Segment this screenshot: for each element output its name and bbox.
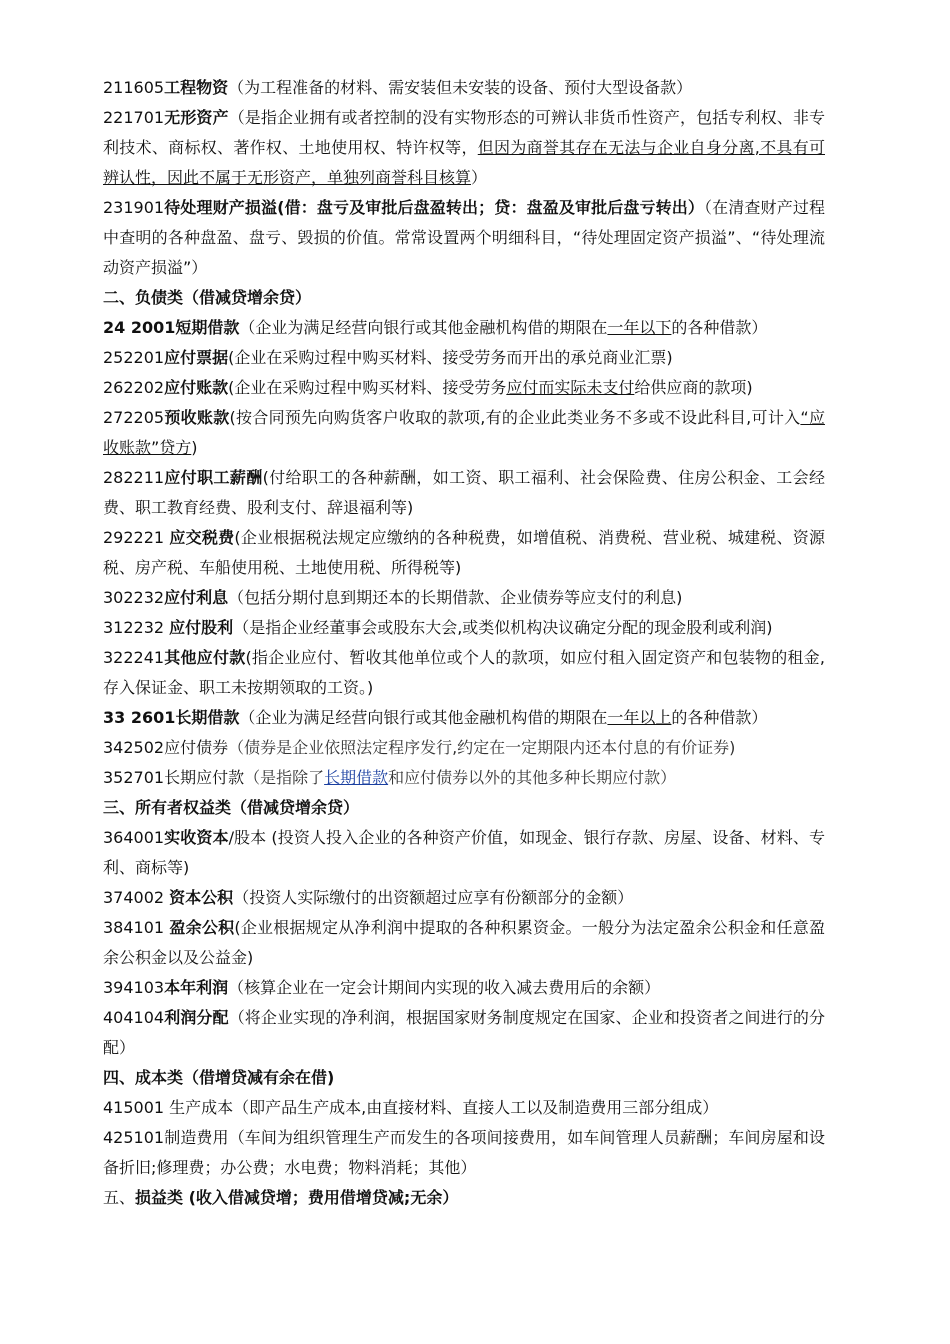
- account-description: (按合同预先向购货客户收取的款项,有的企业此类业务不多或不设此科目,可计入: [229, 408, 801, 427]
- account-name: 长期应付款: [164, 768, 245, 787]
- account-name: 工程物资: [164, 78, 229, 97]
- entry-2211: [103, 463, 825, 523]
- underlined-note: “应收账款”贷方: [103, 408, 825, 457]
- account-number: 211605: [103, 78, 165, 97]
- entry-2502: [103, 733, 825, 763]
- section-title: 损益类: [135, 1188, 184, 1207]
- underlined-note: 一年以上: [607, 708, 672, 727]
- account-description: （投资人实际缴付的出资额超过应享有份额部分的金额）: [233, 888, 634, 907]
- section-heading-liabilities: [103, 283, 825, 313]
- account-number: 221701: [103, 108, 165, 127]
- section-heading-cost: [103, 1063, 825, 1093]
- account-description: (企业在采购过程中购买材料、接受劳务而开出的承兑商业汇票): [228, 348, 673, 367]
- account-number: 302232: [103, 588, 165, 607]
- account-number: 282211: [103, 468, 165, 487]
- account-name: 长期借款: [175, 708, 240, 727]
- entry-4104: [103, 1003, 825, 1063]
- account-number: 272205: [103, 408, 165, 427]
- account-description-end: 给供应商的款项): [634, 378, 753, 397]
- entry-2601: [103, 703, 825, 733]
- account-number: 262202: [103, 378, 165, 397]
- account-name: 利润分配: [164, 1008, 229, 1027]
- account-description: （在清查财产过程中查明的各种盘盈、盘亏、毁损的价值。常常设置两个明细科目，“待处理固定资产损溢”、“待处理流动资产损溢”）: [103, 198, 825, 277]
- account-description-end: 的各种借款）: [671, 318, 768, 337]
- account-description: （是指企业拥有或者控制的没有实物形态的可辨认非货币性资产，包括专利权、非专利技术、商标权、著作权、土地使用权、特许权等，: [103, 108, 825, 157]
- section-heading-profit-loss: [103, 1183, 825, 1213]
- account-name: 应交税费: [169, 528, 235, 547]
- section-prefix: 五、: [103, 1188, 136, 1207]
- account-name: 其他应付款: [164, 648, 246, 667]
- account-number: 322241: [103, 648, 165, 667]
- account-description: （车间为组织管理生产而发生的各项间接费用，如车间管理人员薪酬；车间房屋和设备折旧;修理费；办公费；水电费；物料消耗；其他）: [103, 1128, 825, 1177]
- entry-2701: [103, 763, 825, 793]
- account-description: (企业根据规定从净利润中提取的各种积累资金。一般分为法定盈余公积金和任意盈余公积金以及公益金): [103, 918, 825, 967]
- section-rule: (收入借减贷增；费用借增贷减;无余）: [183, 1188, 459, 1207]
- account-description: （包括分期付息到期还本的长期借款、企业债券等应支付的利息): [228, 588, 683, 607]
- account-number: 374002: [103, 888, 170, 907]
- account-name-alt: /股本: [228, 828, 267, 847]
- account-description-end: 的各种借款）: [671, 708, 768, 727]
- section-heading-equity: [103, 793, 825, 823]
- entry-2232-interest: [103, 583, 825, 613]
- section-title: 二、负债类: [103, 288, 184, 307]
- account-name: 应付利息: [164, 588, 229, 607]
- account-name: 应付股利: [169, 618, 234, 637]
- account-name: 应付债券: [164, 738, 229, 757]
- entry-4103: [103, 973, 825, 1003]
- entry-2221: [103, 523, 825, 583]
- account-number: 252201: [103, 348, 165, 367]
- entry-221701: [103, 103, 825, 193]
- underlined-note: 一年以下: [607, 318, 672, 337]
- account-description: (企业在采购过程中购买材料、接受劳务: [228, 378, 507, 397]
- entry-2001: [103, 313, 825, 343]
- account-description: （是指企业经董事会或股东大会,或类似机构决议确定分配的现金股利或利润): [233, 618, 773, 637]
- debit-credit-rule: (借：盘亏及审批后盘盈转出；贷：盘盈及审批后盘亏转出）: [277, 198, 705, 217]
- entry-2241: [103, 643, 825, 703]
- entry-4002: [103, 883, 825, 913]
- account-number: 231901: [103, 198, 165, 217]
- account-number: 342502: [103, 738, 165, 757]
- section-title: 四、成本类: [103, 1068, 184, 1087]
- document-body: [103, 73, 825, 1213]
- account-description: (指企业应付、暂收其他单位或个人的款项，如应付租入固定资产和包装物的租金,存入保证金、职工未按期领取的工资。): [103, 648, 825, 697]
- entry-5101: [103, 1123, 825, 1183]
- account-description: （核算企业在一定会计期间内实现的收入减去费用后的余额）: [228, 978, 661, 997]
- account-name: 实收资本: [164, 828, 229, 847]
- account-description: （企业为满足经营向银行或其他金融机构借的期限在: [239, 318, 608, 337]
- account-number: 24 2001: [103, 318, 176, 337]
- entry-5001: [103, 1093, 825, 1123]
- account-number: 33 2601: [103, 708, 176, 727]
- account-description: (付给职工的各种薪酬，如工资、职工福利、社会保险费、住房公积金、工会经费、职工教育经费、股利支付、辞退福利等): [103, 468, 825, 517]
- account-description: (企业根据税法规定应缴纳的各种税费，如增值税、消费税、营业税、城建税、资源税、房产税、车船使用税、土地使用税、所得税等): [103, 528, 825, 577]
- account-number: 404104: [103, 1008, 165, 1027]
- account-number: 364001: [103, 828, 165, 847]
- account-description: （即产品生产成本,由直接材料、直接人工以及制造费用三部分组成）: [233, 1098, 719, 1117]
- account-description: （将企业实现的净利润，根据国家财务制度规定在国家、企业和投资者之间进行的分配）: [103, 1008, 825, 1057]
- entry-231901: [103, 193, 825, 283]
- account-number: 415001: [103, 1098, 165, 1117]
- account-name: 应付职工薪酬: [164, 468, 263, 487]
- account-name: 应付账款: [164, 378, 229, 397]
- account-name: 生产成本: [164, 1098, 234, 1117]
- account-description: (投资人投入企业的各种资产价值，如现金、银行存款、房屋、设备、材料、专利、商标等): [103, 828, 825, 877]
- section-rule: （借减贷增余贷）: [231, 798, 360, 817]
- account-number: 425101: [103, 1128, 165, 1147]
- entry-2202: [103, 373, 825, 403]
- account-name: 应付票据: [164, 348, 229, 367]
- underlined-note: 但因为商誉其存在无法与企业自身分离,不具有可辨认性，因此不属于无形资产，单独列商誉科目核算: [103, 138, 825, 187]
- underlined-note: 应付而实际未支付: [506, 378, 635, 397]
- account-name: 制造费用: [164, 1128, 229, 1147]
- account-name: 待处理财产损溢: [164, 198, 278, 217]
- account-name: 预收账款: [164, 408, 230, 427]
- account-number: 352701: [103, 768, 165, 787]
- long-term-borrowing-link[interactable]: 长期借款: [324, 768, 389, 787]
- entry-2232-dividends: [103, 613, 825, 643]
- account-description-end: ): [191, 438, 198, 457]
- account-name: 资本公积: [169, 888, 234, 907]
- entry-2201: [103, 343, 825, 373]
- section-rule: （借减贷增余贷）: [183, 288, 312, 307]
- account-name: 无形资产: [164, 108, 229, 127]
- entry-211605: [103, 73, 825, 103]
- account-name: 短期借款: [175, 318, 240, 337]
- section-rule: （借增贷减有余在借): [183, 1068, 335, 1087]
- account-number: 292221: [103, 528, 170, 547]
- account-number: 312232: [103, 618, 170, 637]
- account-name: 盈余公积: [169, 918, 235, 937]
- entry-2205: [103, 403, 825, 463]
- account-number: 394103: [103, 978, 165, 997]
- account-description: （债券是企业依照法定程序发行,约定在一定期限内还本付息的有价证券): [228, 738, 736, 757]
- account-number: 384101: [103, 918, 170, 937]
- account-description: （企业为满足经营向银行或其他金融机构借的期限在: [239, 708, 608, 727]
- entry-4101: [103, 913, 825, 973]
- account-description-end: ）: [471, 168, 488, 187]
- account-name: 本年利润: [164, 978, 229, 997]
- account-description-end: 和应付债券以外的其他多种长期应付款）: [388, 768, 677, 787]
- account-description: （为工程准备的材料、需安装但未安装的设备、预付大型设备款）: [228, 78, 693, 97]
- account-description: （是指除了: [244, 768, 325, 787]
- section-title: 三、所有者权益类: [103, 798, 232, 817]
- entry-4001: [103, 823, 825, 883]
